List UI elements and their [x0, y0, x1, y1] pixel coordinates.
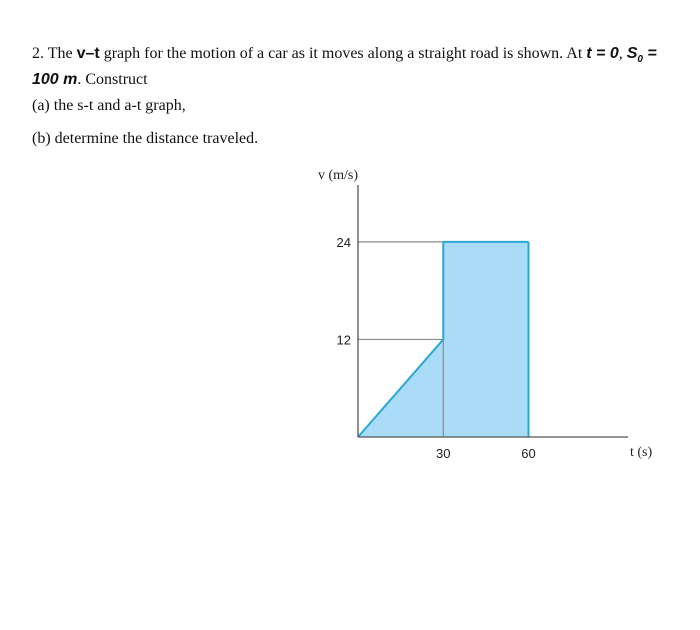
initial-time: t = 0: [586, 45, 619, 62]
initial-position-subscript: 0: [637, 54, 643, 66]
y-axis-label: v (m/s): [317, 168, 359, 183]
part-b: (b) determine the distance traveled.: [32, 130, 259, 147]
problem-intro: The: [44, 45, 77, 62]
comma: ,: [618, 45, 627, 62]
x-tick-label: 60: [521, 446, 536, 461]
initial-position-symbol: S: [626, 45, 638, 62]
initial-position-value: 100 m: [32, 71, 78, 89]
problem-number: 2.: [32, 45, 44, 62]
problem-text-end: . Construct: [77, 71, 148, 89]
x-tick-label: 30: [436, 446, 451, 461]
problem-text: graph for the motion of a car as it moves along a straight road is shown. At: [99, 45, 587, 62]
y-tick-label: 12: [336, 332, 351, 348]
y-tick-label: 24: [336, 234, 351, 250]
x-axis-label: t (s): [630, 445, 653, 460]
graph-name: v–t: [76, 45, 100, 62]
part-a: (a) the s-t and a-t graph,: [32, 97, 186, 114]
equals-sign: =: [642, 45, 657, 62]
